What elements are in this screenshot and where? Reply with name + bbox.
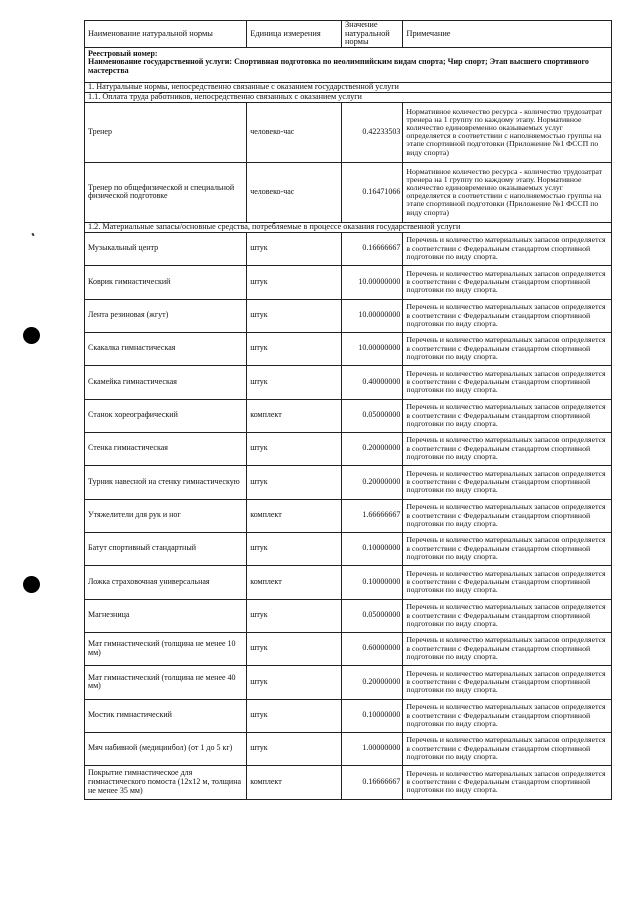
row-name: Скамейка гимнастическая [85,365,247,399]
row-value: 10.00000000 [341,332,402,365]
row-note: Перечень и количество материальных запасов определяется в соответствии с Федеральным стандартом спортивной подготовки по виду спорта. [403,632,612,665]
header-unit: Единица измерения [247,21,342,48]
row-unit: штук [247,232,342,265]
row-note: Перечень и количество материальных запасов определяется в соответствии с Федеральным стандартом спортивной подготовки по виду спорта. [403,699,612,732]
table-row [85,465,612,499]
row-value: 0.16471066 [341,162,402,222]
row-unit: штук [247,365,342,399]
scan-speck [31,233,34,237]
row-value: 0.40000000 [341,365,402,399]
row-name: Скакалка гимнастическая [85,332,247,365]
row-note: Перечень и количество материальных запасов определяется в соответствии с Федеральным стандартом спортивной подготовки по виду спорта. [403,332,612,365]
row-unit: штук [247,299,342,332]
row-value: 0.05000000 [341,399,402,432]
registry-number: Реестровый номер: [88,48,158,58]
table-row [85,365,612,399]
row-unit: штук [247,465,342,499]
row-unit: штук [247,665,342,699]
row-note: Перечень и количество материальных запасов определяется в соответствии с Федеральным стандартом спортивной подготовки по виду спорта. [403,665,612,699]
row-value: 0.16666667 [341,232,402,265]
table-row [85,432,612,465]
header-name: Наименование натуральной нормы [85,21,247,48]
row-note: Перечень и количество материальных запасов определяется в соответствии с Федеральным стандартом спортивной подготовки по виду спорта. [403,565,612,599]
row-unit: комплект [247,399,342,432]
row-value: 10.00000000 [341,299,402,332]
table-row [85,332,612,365]
row-unit: штук [247,265,342,299]
row-unit: комплект [247,565,342,599]
row-unit: штук [247,432,342,465]
row-unit: комплект [247,499,342,532]
section-row [85,222,612,232]
row-note: Перечень и количество материальных запасов определяется в соответствии с Федеральным стандартом спортивной подготовки по виду спорта. [403,399,612,432]
row-note: Перечень и количество материальных запасов определяется в соответствии с Федеральным стандартом спортивной подготовки по виду спорта. [403,599,612,632]
table-row [85,232,612,265]
table-row [85,265,612,299]
row-unit: штук [247,532,342,565]
table-row [85,632,612,665]
row-unit: штук [247,699,342,732]
row-unit: штук [247,632,342,665]
row-name: Тренер по общефизической и специальной физической подготовке [85,162,247,222]
row-value: 1.00000000 [341,732,402,765]
row-value: 0.60000000 [341,632,402,665]
table-row [85,499,612,532]
row-name: Турник навесной на стенку гимнастическую [85,465,247,499]
row-value: 1.66666667 [341,499,402,532]
row-value: 0.20000000 [341,465,402,499]
table-row [85,565,612,599]
row-note: Перечень и количество материальных запасов определяется в соответствии с Федеральным стандартом спортивной подготовки по виду спорта. [403,465,612,499]
row-name: Покрытие гимнастическое для гимнастического помоста (12х12 м, толщина не менее 35 мм) [85,765,247,799]
row-name: Тренер [85,102,247,162]
table-row [85,665,612,699]
row-note: Перечень и количество материальных запасов определяется в соответствии с Федеральным стандартом спортивной подготовки по виду спорта. [403,365,612,399]
table-header-row [85,21,612,48]
row-note: Нормативное количество ресурса - количество трудозатрат тренера на 1 группу по каждому этапу. Нормативное количество единовременно оказываемых услуг определяется в соответствии с наполняемостью группы на этапе спортивной подготовки (Приложение №1 ФССП по виду спорта) [403,162,612,222]
table-row [85,299,612,332]
registry-cell [85,47,612,82]
row-note: Перечень и количество материальных запасов определяется в соответствии с Федеральным стандартом спортивной подготовки по виду спорта. [403,432,612,465]
row-unit: штук [247,332,342,365]
row-value: 0.42233503 [341,102,402,162]
row-name: Ложка страховочная универсальная [85,565,247,599]
row-note: Перечень и количество материальных запасов определяется в соответствии с Федеральным стандартом спортивной подготовки по виду спорта. [403,232,612,265]
table-row [85,599,612,632]
row-value: 0.16666667 [341,765,402,799]
punch-hole-bottom [23,576,40,593]
row-name: Стенка гимнастическая [85,432,247,465]
registry-row [85,47,612,82]
row-name: Магнезница [85,599,247,632]
header-value: Значение натуральной нормы [341,21,402,48]
row-name: Утяжелители для рук и ног [85,499,247,532]
punch-hole-top [23,327,40,344]
row-value: 0.10000000 [341,565,402,599]
header-note: Примечание [403,21,612,48]
table-row [85,102,612,162]
row-name: Коврик гимнастический [85,265,247,299]
row-unit: штук [247,732,342,765]
row-unit: штук [247,599,342,632]
table-row [85,765,612,799]
table-row [85,532,612,565]
row-value: 0.20000000 [341,665,402,699]
section-row [85,82,612,92]
row-note: Перечень и количество материальных запасов определяется в соответствии с Федеральным стандартом спортивной подготовки по виду спорта. [403,532,612,565]
row-note: Перечень и количество материальных запасов определяется в соответствии с Федеральным стандартом спортивной подготовки по виду спорта. [403,265,612,299]
row-name: Музыкальный центр [85,232,247,265]
row-name: Мат гимнастический (толщина не менее 40 мм) [85,665,247,699]
row-note: Перечень и количество материальных запасов определяется в соответствии с Федеральным стандартом спортивной подготовки по виду спорта. [403,765,612,799]
row-value: 0.10000000 [341,532,402,565]
section-1-2: 1.2. Материальные запасы/основные средства, потребляемые в процессе оказания государственной услуги [85,222,612,232]
section-1: 1. Натуральные нормы, непосредственно связанные с оказанием государственной услуги [85,82,612,92]
row-name: Мяч набивной (медицинбол) (от 1 до 5 кг) [85,732,247,765]
row-value: 0.10000000 [341,699,402,732]
row-unit: человеко-час [247,102,342,162]
table-row [85,162,612,222]
row-note: Перечень и количество материальных запасов определяется в соответствии с Федеральным стандартом спортивной подготовки по виду спорта. [403,732,612,765]
norms-table [84,20,612,800]
section-row [85,92,612,102]
row-value: 0.05000000 [341,599,402,632]
row-note: Перечень и количество материальных запасов определяется в соответствии с Федеральным стандартом спортивной подготовки по виду спорта. [403,499,612,532]
row-name: Лента резиновая (жгут) [85,299,247,332]
row-value: 10.00000000 [341,265,402,299]
row-value: 0.20000000 [341,432,402,465]
table-row [85,699,612,732]
service-name: Наименование государственной услуги: Спортивная подготовка по неолимпийским видам спорта; Чир спорт; Этап высшего спортивного мастерства [88,57,589,75]
row-note: Нормативное количество ресурса - количество трудозатрат тренера на 1 группу по каждому этапу. Нормативное количество единовременно оказываемых услуг определяется в соответствии с наполняемостью группы на этапе спортивной подготовки (Приложение №1 ФССП по виду спорта) [403,102,612,162]
row-unit: комплект [247,765,342,799]
row-unit: человеко-час [247,162,342,222]
section-1-1: 1.1. Оплата труда работников, непосредственно связанных с оказанием услуги [85,92,612,102]
row-name: Мат гимнастический (толщина не менее 10 мм) [85,632,247,665]
row-name: Батут спортивный стандартный [85,532,247,565]
row-note: Перечень и количество материальных запасов определяется в соответствии с Федеральным стандартом спортивной подготовки по виду спорта. [403,299,612,332]
table-row [85,399,612,432]
table-row [85,732,612,765]
row-name: Станок хореографический [85,399,247,432]
row-name: Мостик гимнастический [85,699,247,732]
